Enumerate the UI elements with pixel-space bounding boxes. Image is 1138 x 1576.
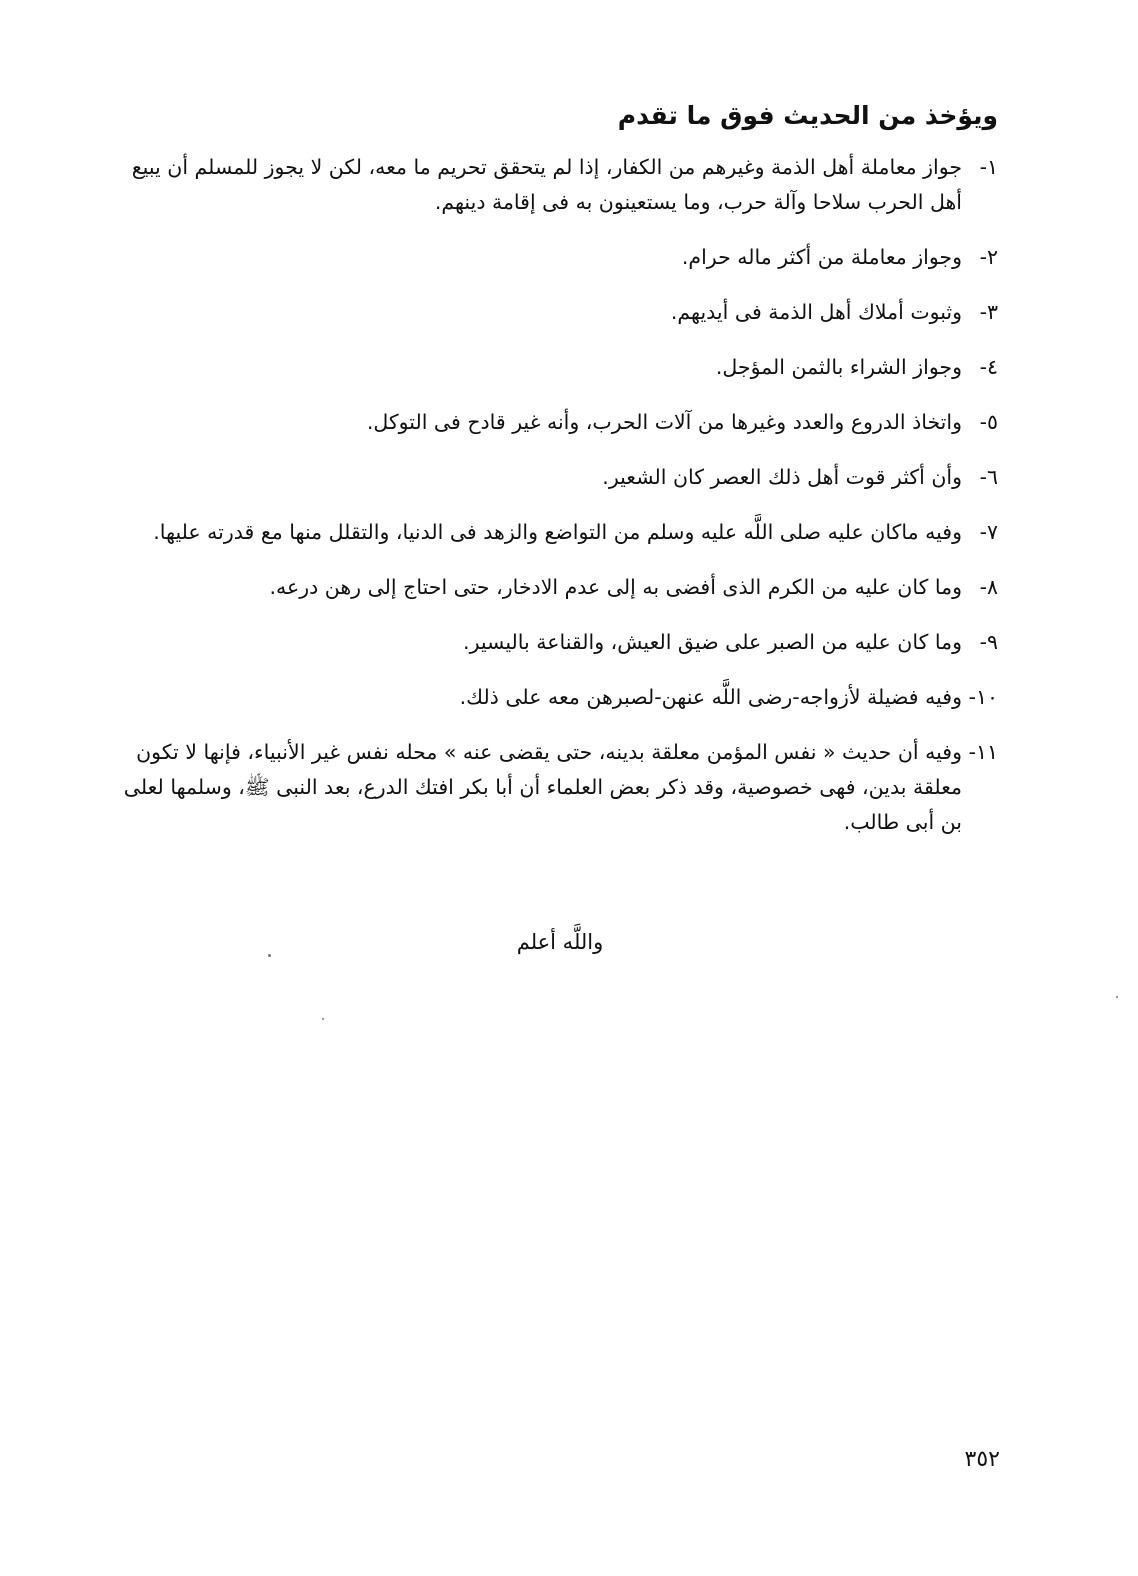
closing-phrase: واللَّه أعلم: [516, 930, 604, 954]
item-number: ٨-: [979, 575, 998, 599]
item-number: ٦-: [979, 465, 998, 489]
list-item: [120, 625, 998, 660]
list-item: [120, 295, 998, 330]
item-number: ١-: [979, 155, 998, 179]
list-item: [120, 570, 998, 605]
item-number: ٤-: [979, 355, 998, 379]
item-number: ٧-: [979, 520, 998, 544]
item-text: وفيه فضيلة لأزواجه-رضى اللَّه عنهن-لصبرهن معه على ذلك.: [459, 685, 962, 709]
item-number: ٥-: [979, 410, 998, 434]
item-text: وفيه ماكان عليه صلى اللَّه عليه وسلم من التواضع والزهد فى الدنيا، والتقلل منها مع قدرته عليها.: [153, 520, 962, 544]
scan-speck: [1116, 996, 1118, 998]
scan-speck: [268, 954, 271, 957]
section-heading: ويؤخذ من الحديث فوق ما تقدم: [617, 101, 998, 130]
item-text: وما كان عليه من الكرم الذى أفضى به إلى عدم الادخار، حتى احتاج إلى رهن درعه.: [269, 575, 962, 599]
list-item: [120, 460, 998, 495]
list-item: [120, 240, 998, 275]
item-number: ٩-: [979, 630, 998, 654]
list-item: [120, 350, 998, 385]
page-number: ٣٥٢: [964, 1447, 1000, 1472]
item-number: ١٠-: [968, 685, 998, 709]
list-item: [120, 405, 998, 440]
list-item: [120, 515, 998, 550]
scan-speck: [322, 1018, 324, 1020]
item-text: وما كان عليه من الصبر على ضيق العيش، والقناعة باليسير.: [463, 630, 962, 654]
item-text: وثبوت أملاك أهل الذمة فى أيديهم.: [670, 300, 962, 324]
list-item: [120, 680, 998, 715]
item-text: وجواز معاملة من أكثر ماله حرام.: [681, 245, 962, 269]
item-text: واتخاذ الدروع والعدد وغيرها من آلات الحرب، وأنه غير قادح فى التوكل.: [366, 410, 962, 434]
item-text: جواز معاملة أهل الذمة وغيرهم من الكفار، إذا لم يتحقق تحريم ما معه، لكن لا يجوز للمسلم أن يبيع أهل الحرب سلاحا وآلة حرب، وما يستعينون به فى إقامة دينهم.: [131, 155, 962, 214]
item-number: ٢-: [979, 245, 998, 269]
item-text: وجواز الشراء بالثمن المؤجل.: [715, 355, 962, 379]
item-number: ١١-: [968, 740, 998, 764]
list-item: [120, 735, 998, 840]
item-text: وأن أكثر قوت أهل ذلك العصر كان الشعير.: [602, 465, 962, 489]
item-text: وفيه أن حديث « نفس المؤمن معلقة بدينه، حتى يقضى عنه » محله نفس غير الأنبياء، فإنها لا تكون معلقة بدين، فهى خصوصية، وقد ذكر بعض العلماء أن أبا بكر افتك الدرع، بعد النبى ﷺ، وسلمها لعلى بن أبى طالب.: [123, 740, 962, 834]
item-number: ٣-: [979, 300, 998, 324]
page-body: [120, 96, 998, 860]
list-item: [120, 150, 998, 220]
